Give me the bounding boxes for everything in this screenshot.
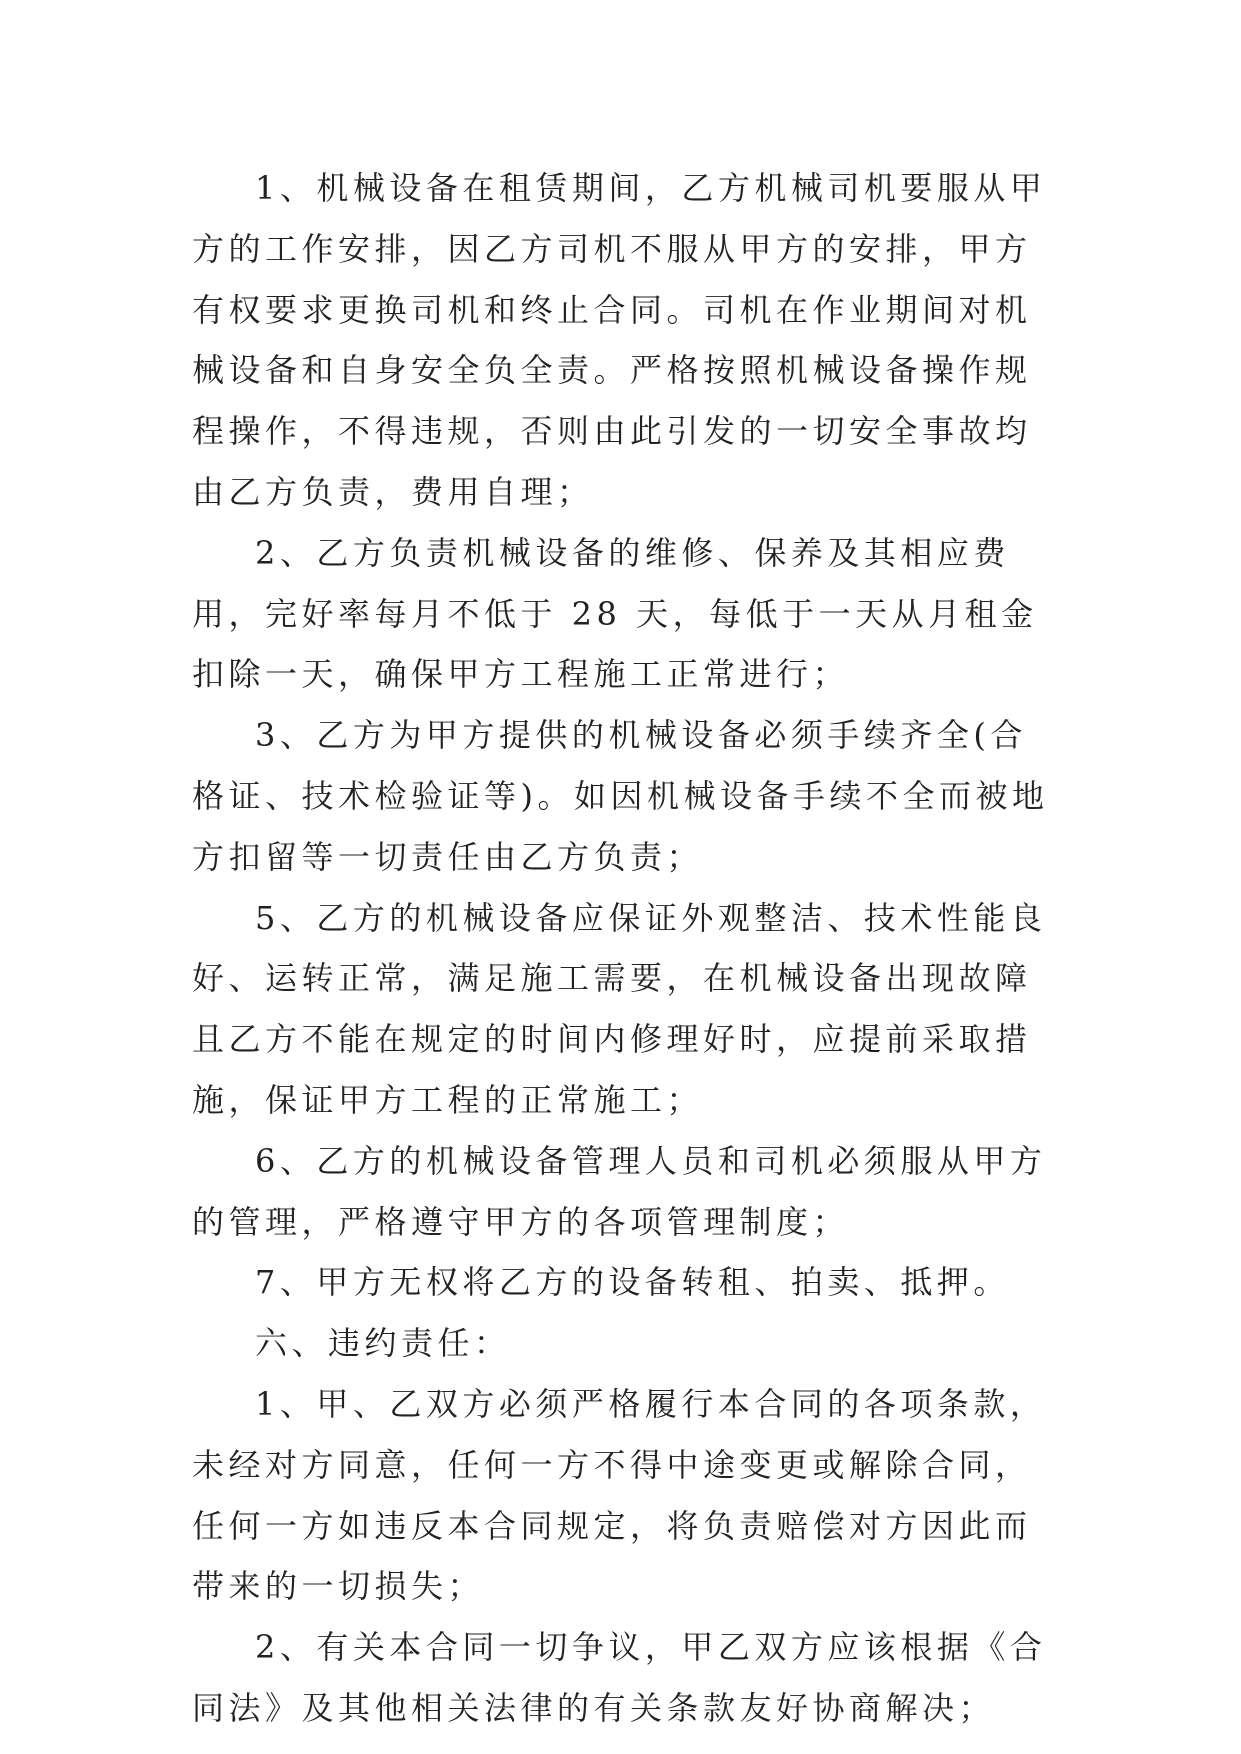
breach-clause-1: 1、甲、乙双方必须严格履行本合同的各项条款，未经对方同意，任何一方不得中途变更或解除合同，任何一方如违反本合同规定，将负责赔偿对方因此而带来的一切损失； (192, 1384, 1047, 1606)
clause-7-no-sublease: 7、甲方无权将乙方的设备转租、拍卖、抵押。 (255, 1263, 1010, 1302)
breach-clause-2: 2、有关本合同一切争议，甲乙双方应该根据《合同法》及其他相关法律的有关条款友好协商解决； (192, 1628, 1047, 1727)
section-heading-breach-liability: 六、违约责任： (255, 1324, 511, 1363)
clause-1-driver-obedience: 1、机械设备在租赁期间，乙方机械司机要服从甲方的工作安排，因乙方司机不服从甲方的安排，甲方有权要求更换司机和终止合同。司机在作业期间对机械设备和自身安全负全责。严格按照机械设备操作规程操作，不得违规，否则由此引发的一切安全事故均由乙方负责，费用自理； (192, 169, 1047, 511)
clause-2-maintenance: 2、乙方负责机械设备的维修、保养及其相应费用，完好率每月不低于 28 天，每低于一天从月租金扣除一天，确保甲方工程施工正常进行； (192, 533, 1038, 694)
clause-6-management: 6、乙方的机械设备管理人员和司机必须服从甲方的管理，严格遵守甲方的各项管理制度； (192, 1141, 1047, 1241)
document-body (192, 158, 1052, 1739)
clause-3-documents: 3、乙方为甲方提供的机械设备必须手续齐全(合格证、技术检验证等)。如因机械设备手续不全而被地方扣留等一切责任由乙方负责； (192, 716, 1049, 876)
clause-5-equipment-condition: 5、乙方的机械设备应保证外观整洁、技术性能良好、运转正常，满足施工需要，在机械设备出现故障且乙方不能在规定的时间内修理好时，应提前采取措施，保证甲方工程的正常施工； (192, 898, 1047, 1119)
